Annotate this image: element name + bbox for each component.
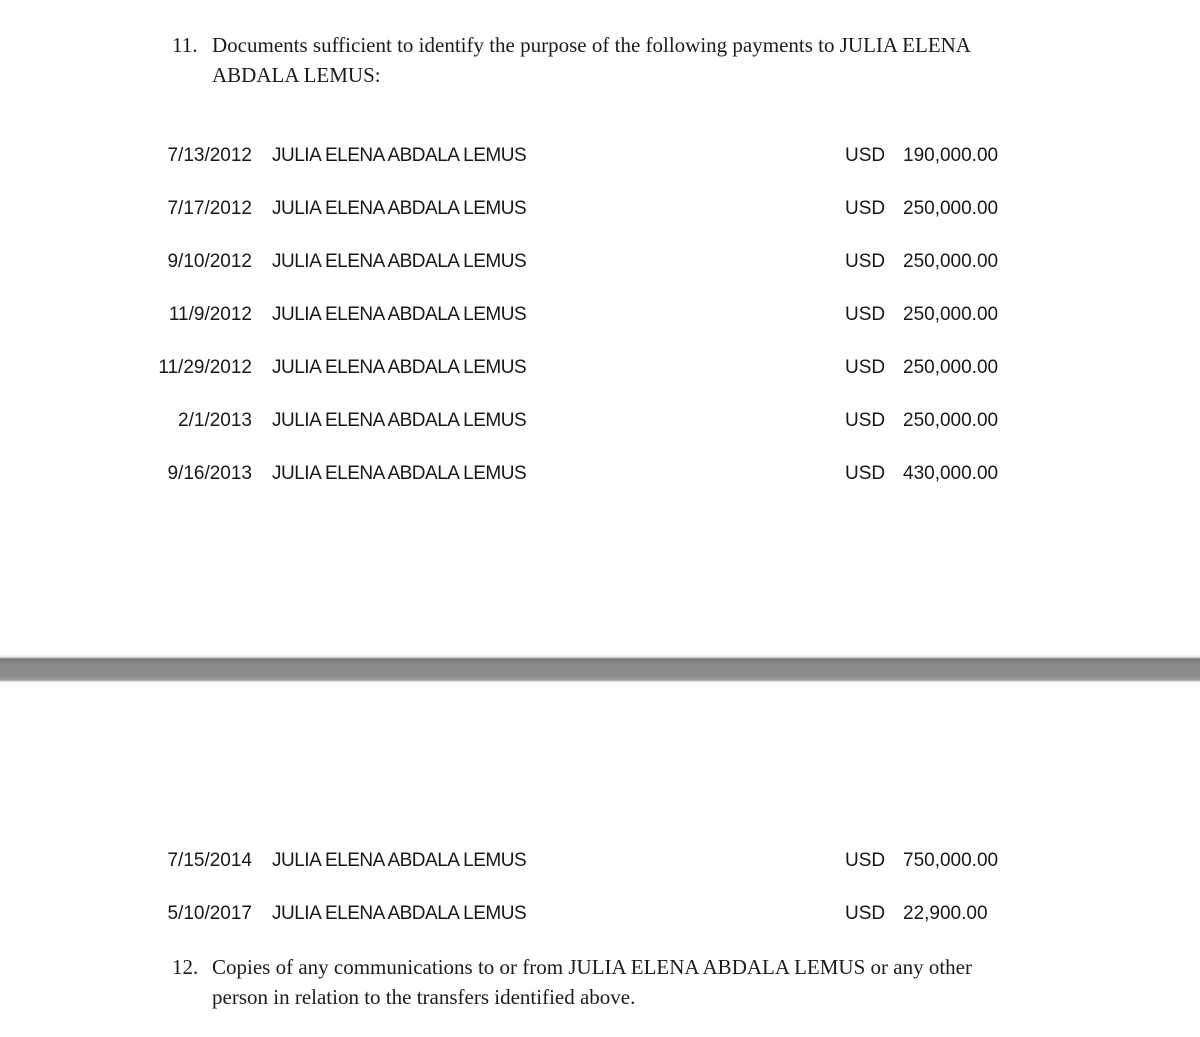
payment-row <box>0 394 1200 447</box>
request-item-12 <box>172 952 1012 1012</box>
payments-table-page2 <box>0 834 1200 940</box>
payment-payee: JULIA ELENA ABDALA LEMUS <box>272 902 527 924</box>
payment-payee: JULIA ELENA ABDALA LEMUS <box>272 303 527 325</box>
payment-date: 7/17/2012 <box>167 197 252 219</box>
payments-table-page1 <box>0 129 1200 500</box>
payment-date: 11/9/2012 <box>168 303 252 325</box>
payment-row <box>0 235 1200 288</box>
payment-currency: USD <box>845 409 886 431</box>
payment-date: 7/15/2014 <box>167 849 252 871</box>
payment-row <box>0 129 1200 182</box>
payment-row <box>0 447 1200 500</box>
payment-currency: USD <box>845 303 886 325</box>
payment-date: 2/1/2013 <box>178 409 252 431</box>
payment-currency: USD <box>845 250 886 272</box>
payment-payee: JULIA ELENA ABDALA LEMUS <box>272 144 527 166</box>
payment-amount: 430,000.00 <box>903 462 999 484</box>
payment-row <box>0 887 1200 940</box>
payment-amount: 250,000.00 <box>903 356 999 378</box>
payment-currency: USD <box>845 144 886 166</box>
page-break-bar <box>0 655 1200 683</box>
request-item-number: 11. <box>172 33 198 57</box>
payment-currency: USD <box>845 356 886 378</box>
request-item-number: 12. <box>172 955 199 979</box>
payment-currency: USD <box>845 849 886 871</box>
payment-row <box>0 288 1200 341</box>
payment-date: 11/29/2012 <box>158 356 252 378</box>
payment-amount: 250,000.00 <box>903 250 999 272</box>
payment-payee: JULIA ELENA ABDALA LEMUS <box>272 197 527 219</box>
payment-payee: JULIA ELENA ABDALA LEMUS <box>272 356 527 378</box>
payment-date: 9/16/2013 <box>167 462 252 484</box>
request-item-text: Copies of any communications to or from JULIA ELENA ABDALA LEMUS or any other person in relation to the transfers identified above. <box>212 955 972 1009</box>
request-item-11 <box>172 30 1012 90</box>
payment-amount: 250,000.00 <box>903 303 999 325</box>
payment-currency: USD <box>845 197 886 219</box>
payment-row <box>0 341 1200 394</box>
payment-date: 9/10/2012 <box>167 250 252 272</box>
payment-amount: 250,000.00 <box>903 409 999 431</box>
payment-currency: USD <box>845 462 886 484</box>
payment-row <box>0 834 1200 887</box>
payment-row <box>0 182 1200 235</box>
payment-payee: JULIA ELENA ABDALA LEMUS <box>272 250 527 272</box>
payment-currency: USD <box>845 902 886 924</box>
payment-amount: 750,000.00 <box>903 849 999 871</box>
payment-payee: JULIA ELENA ABDALA LEMUS <box>272 462 527 484</box>
payment-date: 5/10/2017 <box>167 902 252 924</box>
payment-payee: JULIA ELENA ABDALA LEMUS <box>272 849 527 871</box>
request-item-text: Documents sufficient to identify the purpose of the following payments to JULIA ELENA ABDALA LEMUS: <box>212 33 970 87</box>
payment-amount: 190,000.00 <box>903 144 999 166</box>
payment-amount: 250,000.00 <box>903 197 999 219</box>
payment-payee: JULIA ELENA ABDALA LEMUS <box>272 409 527 431</box>
payment-amount: 22,900.00 <box>903 902 988 924</box>
payment-date: 7/13/2012 <box>167 144 252 166</box>
